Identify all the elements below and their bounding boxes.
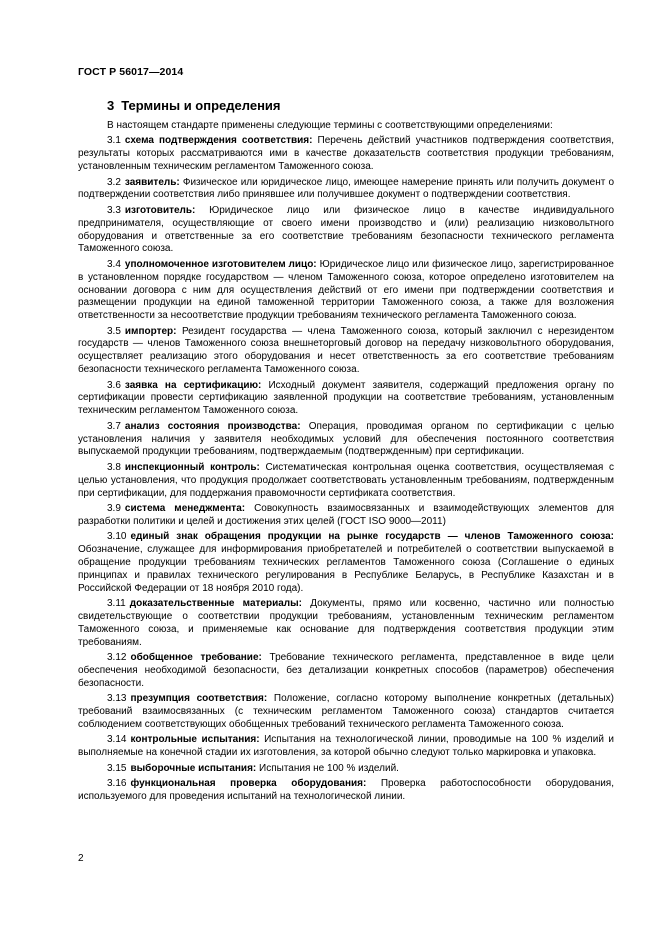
term-definition: Физическое или юридическое лицо, имеющее намерение принять или получить документ о подтверждении соответствия либо принявшее или получившее документ о подтверждении соответствия. (78, 176, 615, 201)
section-title-text: Термины и определения (121, 98, 281, 113)
term-definition: Систематическая контрольная оценка соответствия, осуществляемая с целью установления, что продукция продолжает соответствовать установленным требованиям, подтвержденным при сертификации, для поддержания правомочности сертификата соответствия. (78, 461, 614, 499)
section-title (107, 98, 281, 113)
section-number: 3 (107, 98, 115, 113)
term-entry (78, 380, 614, 419)
intro-paragraph: В настоящем стандарте применены следующие термины с соответствующими определениями: (107, 120, 553, 131)
term-definition: Перечень действий участников подтверждения соответствия, результаты которых рассматриваются ими в качестве доказательств соответствия продукции требованиям, установленным техническим регламентом Таможенного союза. (78, 135, 615, 173)
term-number: 3.4 (107, 258, 121, 270)
term-number: 3.12 (107, 652, 127, 664)
term-name: заявитель: (124, 176, 180, 188)
term-name: анализ состояния производства: (124, 420, 301, 432)
term-definition: Юридическое лицо или физическое лицо, зарегистрированное в установленном порядке государством — членом Таможенного союза, которое определено изготовителем на основании договора с ним для осуществления действий от его имени при подтверждении соответствия и размещении продукции на единой таможенной территории Таможенного союза, а также для возложения ответственности за несоответствие продукции требованиям технического регламента Таможенного союза. (78, 258, 614, 322)
term-entry (78, 205, 614, 256)
term-name: выборочные испытания: (130, 762, 257, 774)
term-number: 3.13 (107, 693, 127, 705)
term-definition: Юридическое лицо или физическое лицо в качестве индивидуального предпринимателя, осуществляющие от своего имени производство и (или) реализацию низковольтного оборудования и ответственные за его соответствие требованиям безопасности технического регламента Таможенного союза. (78, 204, 615, 255)
term-entry (78, 421, 614, 460)
term-name: функциональная проверка оборудования: (130, 778, 367, 789)
term-entry (78, 763, 614, 776)
term-entry (78, 778, 614, 804)
term-entry (78, 462, 614, 501)
term-entry (78, 503, 614, 529)
term-name: презумпция соответствия: (130, 693, 268, 705)
term-entry (78, 734, 614, 760)
term-number: 3.14 (107, 734, 127, 746)
term-entry (78, 177, 614, 203)
page-number: 2 (78, 853, 84, 864)
term-entry (78, 531, 614, 595)
term-definition: Испытания не 100 % изделий. (259, 762, 399, 774)
term-entry (78, 598, 614, 649)
term-number: 3.8 (107, 461, 121, 473)
term-definition: Положение, согласно которому выполнение конкретных (детальных) требований взаимосвязанных (с техническим регламентом Таможенного союза) стандартов считается соблюдением соответствующих обобщенных требований технического регламента Таможенного союза. (78, 693, 615, 730)
terms-content (78, 120, 614, 806)
term-entry (78, 259, 614, 323)
terms-list (78, 135, 614, 803)
term-number: 3.2 (107, 176, 121, 188)
term-definition: Резидент государства — члена Таможенного союза, который заключил с нерезидентом государств — членов Таможенного союза внешнеторговый договор на передачу низковольтного оборудования, осуществляет реализацию этого оборудования и несет ответственность за его соответствие требованиям безопасности технического регламента Таможенного союза. (78, 325, 614, 376)
term-name: контрольные испытания: (130, 734, 260, 746)
term-definition: Требование технического регламента, представленное в виде цели обеспечения необходимой безопасности, без детализации конкретных способов (параметров) обеспечения безопасности. (78, 652, 615, 689)
term-definition: Обозначение, служащее для информирования приобретателей и потребителей о соответствии выпускаемой в обращение продукции требованиям технических регламентов Таможенного союза (Соглашение о единых принципах и правилах технического регулирования в Республике Беларусь, в Республике Казахстан и в Российской Федерации от 18 ноября 2010 года). (78, 544, 614, 594)
term-entry (78, 693, 614, 732)
term-number: 3.15 (107, 762, 127, 774)
term-definition: Операция, проводимая органом по сертификации с целью установления наличия у заявителя необходимых условий для обеспечения постоянного соответствия выпускаемой продукции требованиям, подтверждаемым (подтвержденным) при сертификации. (78, 420, 614, 458)
document-header: ГОСТ Р 56017—2014 (78, 66, 184, 78)
term-number: 3.11 (107, 598, 126, 610)
term-number: 3.10 (107, 531, 127, 543)
term-definition: Испытания на технологической линии, проводимые на 100 % изделий и выполняемые на конечной стадии их изготовления, за которой обычно следуют только маркировка и упаковка. (78, 734, 615, 759)
term-name: заявка на сертификацию: (124, 379, 262, 391)
term-definition: Документы, прямо или косвенно, частично или полностью свидетельствующие о соответствии продукции требованиям, установленным техническим регламентом Таможенного союза, и применяемые как основание для подтверждения соответствия продукции этим требованиям. (78, 598, 615, 648)
term-number: 3.1 (107, 135, 121, 147)
term-entry (78, 135, 614, 174)
term-name: изготовитель: (124, 204, 196, 216)
term-name: импортер: (124, 325, 177, 337)
term-name: схема подтверждения соответствия: (124, 135, 313, 147)
term-name: обобщенное требование: (130, 652, 262, 664)
term-definition: Проверка работоспособности оборудования, используемого для проведения испытаний на технологической линии. (78, 778, 614, 802)
term-definition: Совокупность взаимосвязанных и взаимодействующих элементов для разработки политики и целей и достижения этих целей (ГОСТ ISO 9000—2011) (78, 502, 614, 527)
term-entry (78, 652, 614, 691)
term-number: 3.5 (107, 325, 121, 337)
term-number: 3.16 (107, 778, 127, 789)
term-number: 3.9 (107, 502, 121, 514)
term-name: единый знак обращения продукции на рынке государств — членов Таможенного союза: (130, 531, 614, 543)
term-name: доказательственные материалы: (129, 598, 303, 610)
term-number: 3.7 (107, 420, 121, 432)
term-number: 3.3 (107, 204, 121, 216)
term-name: уполномоченное изготовителем лицо: (124, 258, 317, 270)
term-name: инспекционный контроль: (124, 461, 260, 473)
term-entry (78, 326, 614, 377)
term-definition: Исходный документ заявителя, содержащий предложения органу по сертификации провести сертификацию заявленной продукции на соответствие требованиям, установленным техническим регламентом Таможенного союза. (78, 379, 614, 417)
term-name: система менеджмента: (124, 502, 246, 514)
term-number: 3.6 (107, 379, 121, 391)
